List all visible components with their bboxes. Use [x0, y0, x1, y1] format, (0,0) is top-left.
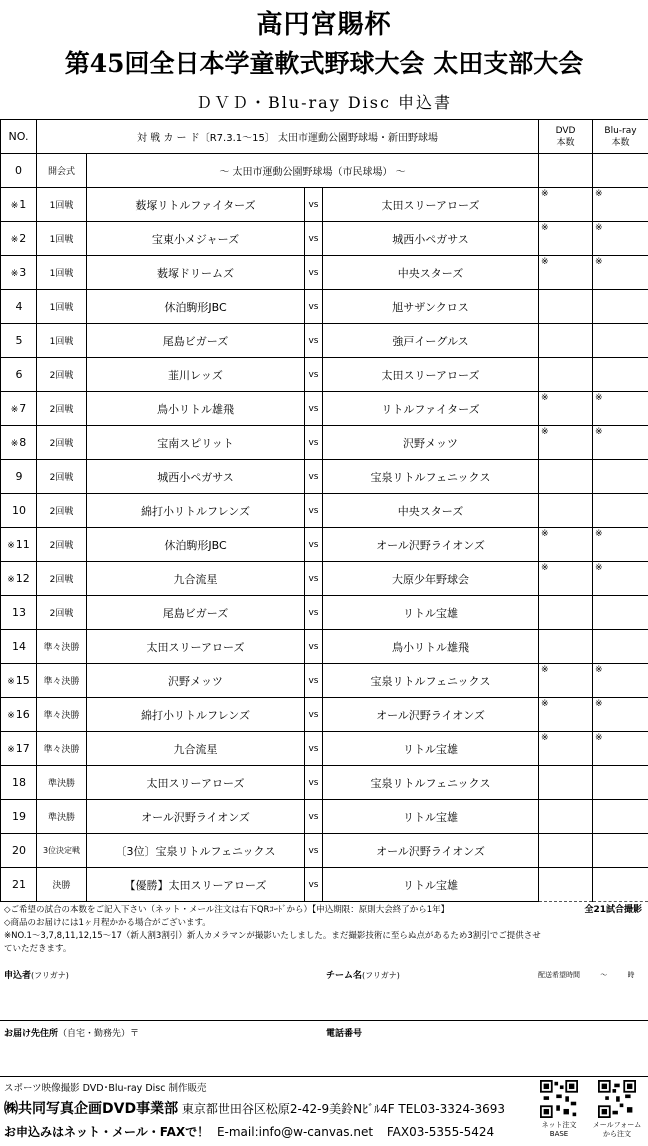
away-team: リトル宝雄	[323, 732, 539, 766]
match-round: 準々決勝	[37, 664, 87, 698]
dvd-qty-cell[interactable]	[539, 324, 593, 358]
delivery-time-field[interactable]	[538, 970, 644, 980]
home-team: 尾島ビガーズ	[87, 324, 305, 358]
match-number: 6	[15, 368, 23, 381]
note-line-4: ていただきます。	[4, 944, 72, 954]
away-team: 強戸イーグルス	[323, 324, 539, 358]
match-number: 18	[12, 776, 26, 789]
bluray-qty-cell[interactable]: ※	[593, 256, 648, 290]
vs-label: vs	[305, 732, 323, 766]
bluray-qty-cell[interactable]	[593, 358, 648, 392]
away-team: リトルファイターズ	[323, 392, 539, 426]
home-team: 宝東小メジャーズ	[87, 222, 305, 256]
title-line-2: 第45回全日本学童軟式野球大会 太田支部大会	[64, 49, 584, 78]
order-lead: お申込みはネット・メール・FAXで！	[4, 1125, 210, 1139]
dvd-qty-cell[interactable]	[539, 834, 593, 868]
home-team: 綿打小リトルフレンズ	[87, 494, 305, 528]
away-team: オール沢野ライオンズ	[323, 698, 539, 732]
match-row	[1, 290, 648, 324]
vs-label: vs	[305, 528, 323, 562]
home-team: 太田スリーアローズ	[87, 630, 305, 664]
new-camera-mark: ※	[10, 201, 19, 211]
match-row	[1, 868, 648, 902]
header-bluray: Blu-ray 本数	[593, 120, 648, 154]
address-label: お届け先住所	[4, 1029, 59, 1039]
applicant-label: 申込者	[4, 971, 32, 981]
home-team: 九合流星	[87, 562, 305, 596]
dvd-qty-cell[interactable]: ※	[539, 698, 593, 732]
bluray-qty-cell[interactable]: ※	[593, 698, 648, 732]
vs-label: vs	[305, 460, 323, 494]
dvd-qty-cell[interactable]	[539, 460, 593, 494]
bluray-qty-cell[interactable]: ※	[593, 664, 648, 698]
match-no	[1, 732, 37, 766]
match-number: 9	[15, 470, 23, 483]
home-team: 鳥小リトル雄飛	[87, 392, 305, 426]
bluray-qty-cell[interactable]	[593, 800, 648, 834]
vs-label: vs	[305, 494, 323, 528]
home-team: 宝南スピリット	[87, 426, 305, 460]
match-table-body	[1, 120, 648, 902]
home-team: 太田スリーアローズ	[87, 766, 305, 800]
away-team: 旭サザンクロス	[323, 290, 539, 324]
away-team: リトル宝雄	[323, 800, 539, 834]
vs-label: vs	[305, 324, 323, 358]
home-team: 休泊駒形JBC	[87, 290, 305, 324]
new-camera-mark: ※	[10, 405, 19, 415]
away-team: 大原少年野球会	[323, 562, 539, 596]
vs-label: vs	[305, 392, 323, 426]
match-no	[1, 358, 37, 392]
vs-label: vs	[305, 766, 323, 800]
header-card: 対 戦 カ ー ド〔R7.3.1～15〕 太田市運動公園野球場・新田野球場	[37, 120, 539, 154]
match-no	[1, 392, 37, 426]
home-team: オール沢野ライオンズ	[87, 800, 305, 834]
total-games: 全21試合撮影	[584, 905, 642, 915]
dvd-qty-cell[interactable]	[539, 800, 593, 834]
home-team: 薮塚ドリームズ	[87, 256, 305, 290]
opening-venue: ～ 太田市運動公園野球場（市民球場） ～	[87, 154, 539, 188]
away-team: 中央スターズ	[323, 494, 539, 528]
match-round: 準決勝	[37, 800, 87, 834]
home-team: 九合流星	[87, 732, 305, 766]
away-team: オール沢野ライオンズ	[323, 528, 539, 562]
match-round: 決勝	[37, 868, 87, 902]
match-no	[1, 868, 37, 902]
phone-field[interactable]	[326, 1026, 362, 1039]
home-team: 綿打小リトルフレンズ	[87, 698, 305, 732]
home-team: 韮川レッズ	[87, 358, 305, 392]
match-number: 3	[19, 266, 27, 279]
away-team: 鳥小リトル雄飛	[323, 630, 539, 664]
new-camera-mark: ※	[7, 575, 15, 585]
new-camera-mark: ※	[7, 541, 15, 551]
match-no	[1, 562, 37, 596]
match-round: 2回戦	[37, 528, 87, 562]
match-row	[1, 698, 648, 732]
match-round: 2回戦	[37, 494, 87, 528]
match-row	[1, 392, 648, 426]
match-number: 12	[15, 572, 30, 585]
away-team: リトル宝雄	[323, 868, 539, 902]
home-team: 城西小ペガサス	[87, 460, 305, 494]
match-row	[1, 766, 648, 800]
match-round: 1回戦	[37, 222, 87, 256]
dvd-qty-cell[interactable]	[539, 154, 593, 188]
new-camera-mark: ※	[7, 711, 15, 721]
header-dvd: DVD 本数	[539, 120, 593, 154]
bluray-qty-cell[interactable]	[593, 596, 648, 630]
match-number: 17	[15, 742, 30, 755]
match-number: 2	[19, 232, 27, 245]
match-round: 1回戦	[37, 324, 87, 358]
dvd-qty-cell[interactable]: ※	[539, 664, 593, 698]
new-camera-mark: ※	[10, 235, 19, 245]
dvd-qty-cell[interactable]	[539, 766, 593, 800]
bluray-qty-cell[interactable]: ※	[593, 392, 648, 426]
bluray-qty-cell[interactable]	[593, 494, 648, 528]
away-team: 宝泉リトルフェニックス	[323, 460, 539, 494]
email-link[interactable]: E-mail:info@w-canvas.net	[216, 1125, 374, 1139]
company-address: 東京都世田谷区松原2-42-9美鈴Nﾋﾞﾙ4F TEL03-3324-3693	[181, 1102, 506, 1116]
match-no	[1, 800, 37, 834]
company-name: ㈱共同写真企画DVD事業部	[4, 1101, 179, 1117]
vs-label: vs	[305, 800, 323, 834]
dvd-qty-cell[interactable]	[539, 596, 593, 630]
match-no	[1, 664, 37, 698]
applicant-field[interactable]	[4, 968, 69, 981]
match-row	[1, 494, 648, 528]
new-camera-mark: ※	[10, 439, 19, 449]
match-number: 5	[15, 334, 23, 347]
match-no	[1, 596, 37, 630]
match-round: 準々決勝	[37, 732, 87, 766]
vs-label: vs	[305, 630, 323, 664]
dvd-qty-cell[interactable]: ※	[539, 222, 593, 256]
match-row	[1, 596, 648, 630]
opening-no: 0	[1, 154, 37, 188]
qr-code-mailform-icon[interactable]	[598, 1080, 636, 1118]
match-number: 13	[12, 606, 26, 619]
bluray-qty-cell[interactable]	[593, 324, 648, 358]
delivery-time-unit: 時	[627, 971, 635, 979]
note-line-2: ◇商品のお届けには1ヶ月程かかる場合がございます。	[4, 918, 211, 928]
dvd-qty-cell[interactable]: ※	[539, 528, 593, 562]
footer	[4, 1080, 534, 1140]
bluray-qty-cell[interactable]: ※	[593, 222, 648, 256]
away-team: 城西小ペガサス	[323, 222, 539, 256]
match-no	[1, 290, 37, 324]
bluray-qty-cell[interactable]: ※	[593, 562, 648, 596]
dvd-qty-cell[interactable]: ※	[539, 188, 593, 222]
away-team: 宝泉リトルフェニックス	[323, 664, 539, 698]
match-round: 1回戦	[37, 290, 87, 324]
match-no	[1, 324, 37, 358]
team-kana: (フリガナ)	[362, 971, 400, 980]
match-round: 3位決定戦	[37, 834, 87, 868]
divider-1	[0, 1020, 648, 1021]
team-label: チーム名	[326, 971, 363, 981]
match-row	[1, 528, 648, 562]
match-no	[1, 256, 37, 290]
footer-company-line	[4, 1098, 534, 1118]
dvd-qty-cell[interactable]: ※	[539, 562, 593, 596]
bluray-qty-cell[interactable]: ※	[593, 732, 648, 766]
new-camera-mark: ※	[10, 269, 19, 279]
qr2-caption: メールフォーム から注文	[592, 1121, 642, 1138]
match-row	[1, 222, 648, 256]
match-row	[1, 460, 648, 494]
bluray-qty-cell[interactable]	[593, 290, 648, 324]
away-team: リトル宝雄	[323, 596, 539, 630]
bluray-qty-cell[interactable]	[593, 834, 648, 868]
dvd-qty-cell[interactable]	[539, 630, 593, 664]
match-round: 2回戦	[37, 426, 87, 460]
vs-label: vs	[305, 188, 323, 222]
match-row	[1, 256, 648, 290]
match-row	[1, 630, 648, 664]
vs-label: vs	[305, 664, 323, 698]
match-number: 16	[15, 708, 30, 721]
match-round: 2回戦	[37, 358, 87, 392]
divider-2	[0, 1076, 648, 1077]
home-team: 沢野メッツ	[87, 664, 305, 698]
address-sub: （自宅・勤務先）〒	[58, 1029, 140, 1039]
bluray-qty-cell[interactable]	[593, 868, 648, 902]
dvd-qty-cell[interactable]: ※	[539, 392, 593, 426]
dvd-qty-cell[interactable]	[539, 494, 593, 528]
match-no	[1, 460, 37, 494]
match-number: 21	[12, 878, 26, 891]
away-team: 太田スリーアローズ	[323, 358, 539, 392]
bluray-qty-cell[interactable]	[593, 154, 648, 188]
match-row	[1, 358, 648, 392]
match-row	[1, 188, 648, 222]
vs-label: vs	[305, 596, 323, 630]
vs-label: vs	[305, 358, 323, 392]
footer-order-line	[4, 1123, 534, 1140]
match-round: 準々決勝	[37, 630, 87, 664]
notes	[4, 904, 644, 956]
opening-row	[1, 154, 648, 188]
match-round: 1回戦	[37, 188, 87, 222]
match-number: 19	[12, 810, 26, 823]
bluray-qty-cell[interactable]: ※	[593, 426, 648, 460]
bluray-qty-cell[interactable]: ※	[593, 188, 648, 222]
dvd-qty-cell[interactable]	[539, 868, 593, 902]
match-round: 2回戦	[37, 596, 87, 630]
qr-code-base-icon[interactable]	[540, 1080, 578, 1118]
match-round: 2回戦	[37, 562, 87, 596]
vs-label: vs	[305, 290, 323, 324]
note-line-3: ※NO.1～3,7,8,11,12,15～17（新人割3割引）新人カメラマンが撮影いたしました。まだ撮影技術に至らぬ点があるため3割引でご提供させ	[4, 931, 541, 941]
match-round: 2回戦	[37, 460, 87, 494]
match-row	[1, 800, 648, 834]
bluray-qty-cell[interactable]	[593, 460, 648, 494]
match-row	[1, 834, 648, 868]
new-camera-mark: ※	[7, 745, 15, 755]
dvd-qty-cell[interactable]	[539, 290, 593, 324]
phone-label: 電話番号	[326, 1029, 363, 1039]
match-number: 4	[15, 300, 23, 313]
match-row	[1, 426, 648, 460]
away-team: 太田スリーアローズ	[323, 188, 539, 222]
match-row	[1, 324, 648, 358]
match-number: 10	[12, 504, 26, 517]
match-no	[1, 766, 37, 800]
vs-label: vs	[305, 256, 323, 290]
new-camera-mark: ※	[7, 677, 15, 687]
away-team: 中央スターズ	[323, 256, 539, 290]
home-team: 休泊駒形JBC	[87, 528, 305, 562]
match-round: 準々決勝	[37, 698, 87, 732]
match-row	[1, 732, 648, 766]
vs-label: vs	[305, 868, 323, 902]
dvd-qty-cell[interactable]: ※	[539, 256, 593, 290]
match-table	[0, 119, 648, 902]
match-number: 15	[15, 674, 30, 687]
dvd-qty-cell[interactable]: ※	[539, 426, 593, 460]
title-line-3: ＤＶＤ・Blu-ray Disc 申込書	[195, 93, 453, 112]
bluray-qty-cell[interactable]: ※	[593, 528, 648, 562]
match-number: 1	[19, 198, 27, 211]
away-team: 宝泉リトルフェニックス	[323, 766, 539, 800]
match-round: 準決勝	[37, 766, 87, 800]
match-no	[1, 188, 37, 222]
home-team: 尾島ビガーズ	[87, 596, 305, 630]
note-line-1: ◇ご希望の試合の本数をご記入下さい（ネット・メール注文は右下QRｺｰﾄﾞから）【申込期限：原則大会終了から1年】	[4, 905, 450, 915]
match-round: 1回戦	[37, 256, 87, 290]
applicant-kana: (フリガナ)	[31, 971, 69, 980]
footer-tagline: スポーツ映像撮影 DVD･Blu-ray Disc 制作販売	[4, 1083, 207, 1094]
match-no	[1, 426, 37, 460]
match-row	[1, 664, 648, 698]
match-no	[1, 494, 37, 528]
opening-round: 開会式	[37, 154, 87, 188]
qr1-caption: ネット注文 BASE	[541, 1121, 577, 1138]
table-header-row	[1, 120, 648, 154]
bluray-qty-cell[interactable]	[593, 630, 648, 664]
match-number: 20	[12, 844, 26, 857]
match-no	[1, 834, 37, 868]
away-team: 沢野メッツ	[323, 426, 539, 460]
match-number: 8	[19, 436, 27, 449]
delivery-time-sep: ～	[600, 971, 608, 979]
header-no: NO.	[1, 120, 37, 154]
vs-label: vs	[305, 426, 323, 460]
match-row	[1, 562, 648, 596]
match-no	[1, 698, 37, 732]
match-round: 2回戦	[37, 392, 87, 426]
vs-label: vs	[305, 222, 323, 256]
match-number: 11	[15, 538, 30, 551]
home-team: 〔3位〕宝泉リトルフェニックス	[87, 834, 305, 868]
team-field[interactable]	[326, 968, 400, 981]
match-no	[1, 528, 37, 562]
title-line-1: 高円宮賜杯	[256, 10, 392, 40]
match-number: 7	[19, 402, 27, 415]
home-team: 【優勝】太田スリーアローズ	[87, 868, 305, 902]
address-field[interactable]	[4, 1026, 139, 1039]
fax-number: FAX03-5355-5424	[386, 1125, 495, 1139]
match-no	[1, 630, 37, 664]
bluray-qty-cell[interactable]	[593, 766, 648, 800]
match-number: 14	[12, 640, 26, 653]
vs-label: vs	[305, 698, 323, 732]
vs-label: vs	[305, 562, 323, 596]
delivery-time-label: 配送希望時間	[538, 971, 580, 979]
away-team: オール沢野ライオンズ	[323, 834, 539, 868]
match-no	[1, 222, 37, 256]
home-team: 薮塚リトルファイターズ	[87, 188, 305, 222]
vs-label: vs	[305, 834, 323, 868]
dvd-qty-cell[interactable]	[539, 358, 593, 392]
dvd-qty-cell[interactable]: ※	[539, 732, 593, 766]
